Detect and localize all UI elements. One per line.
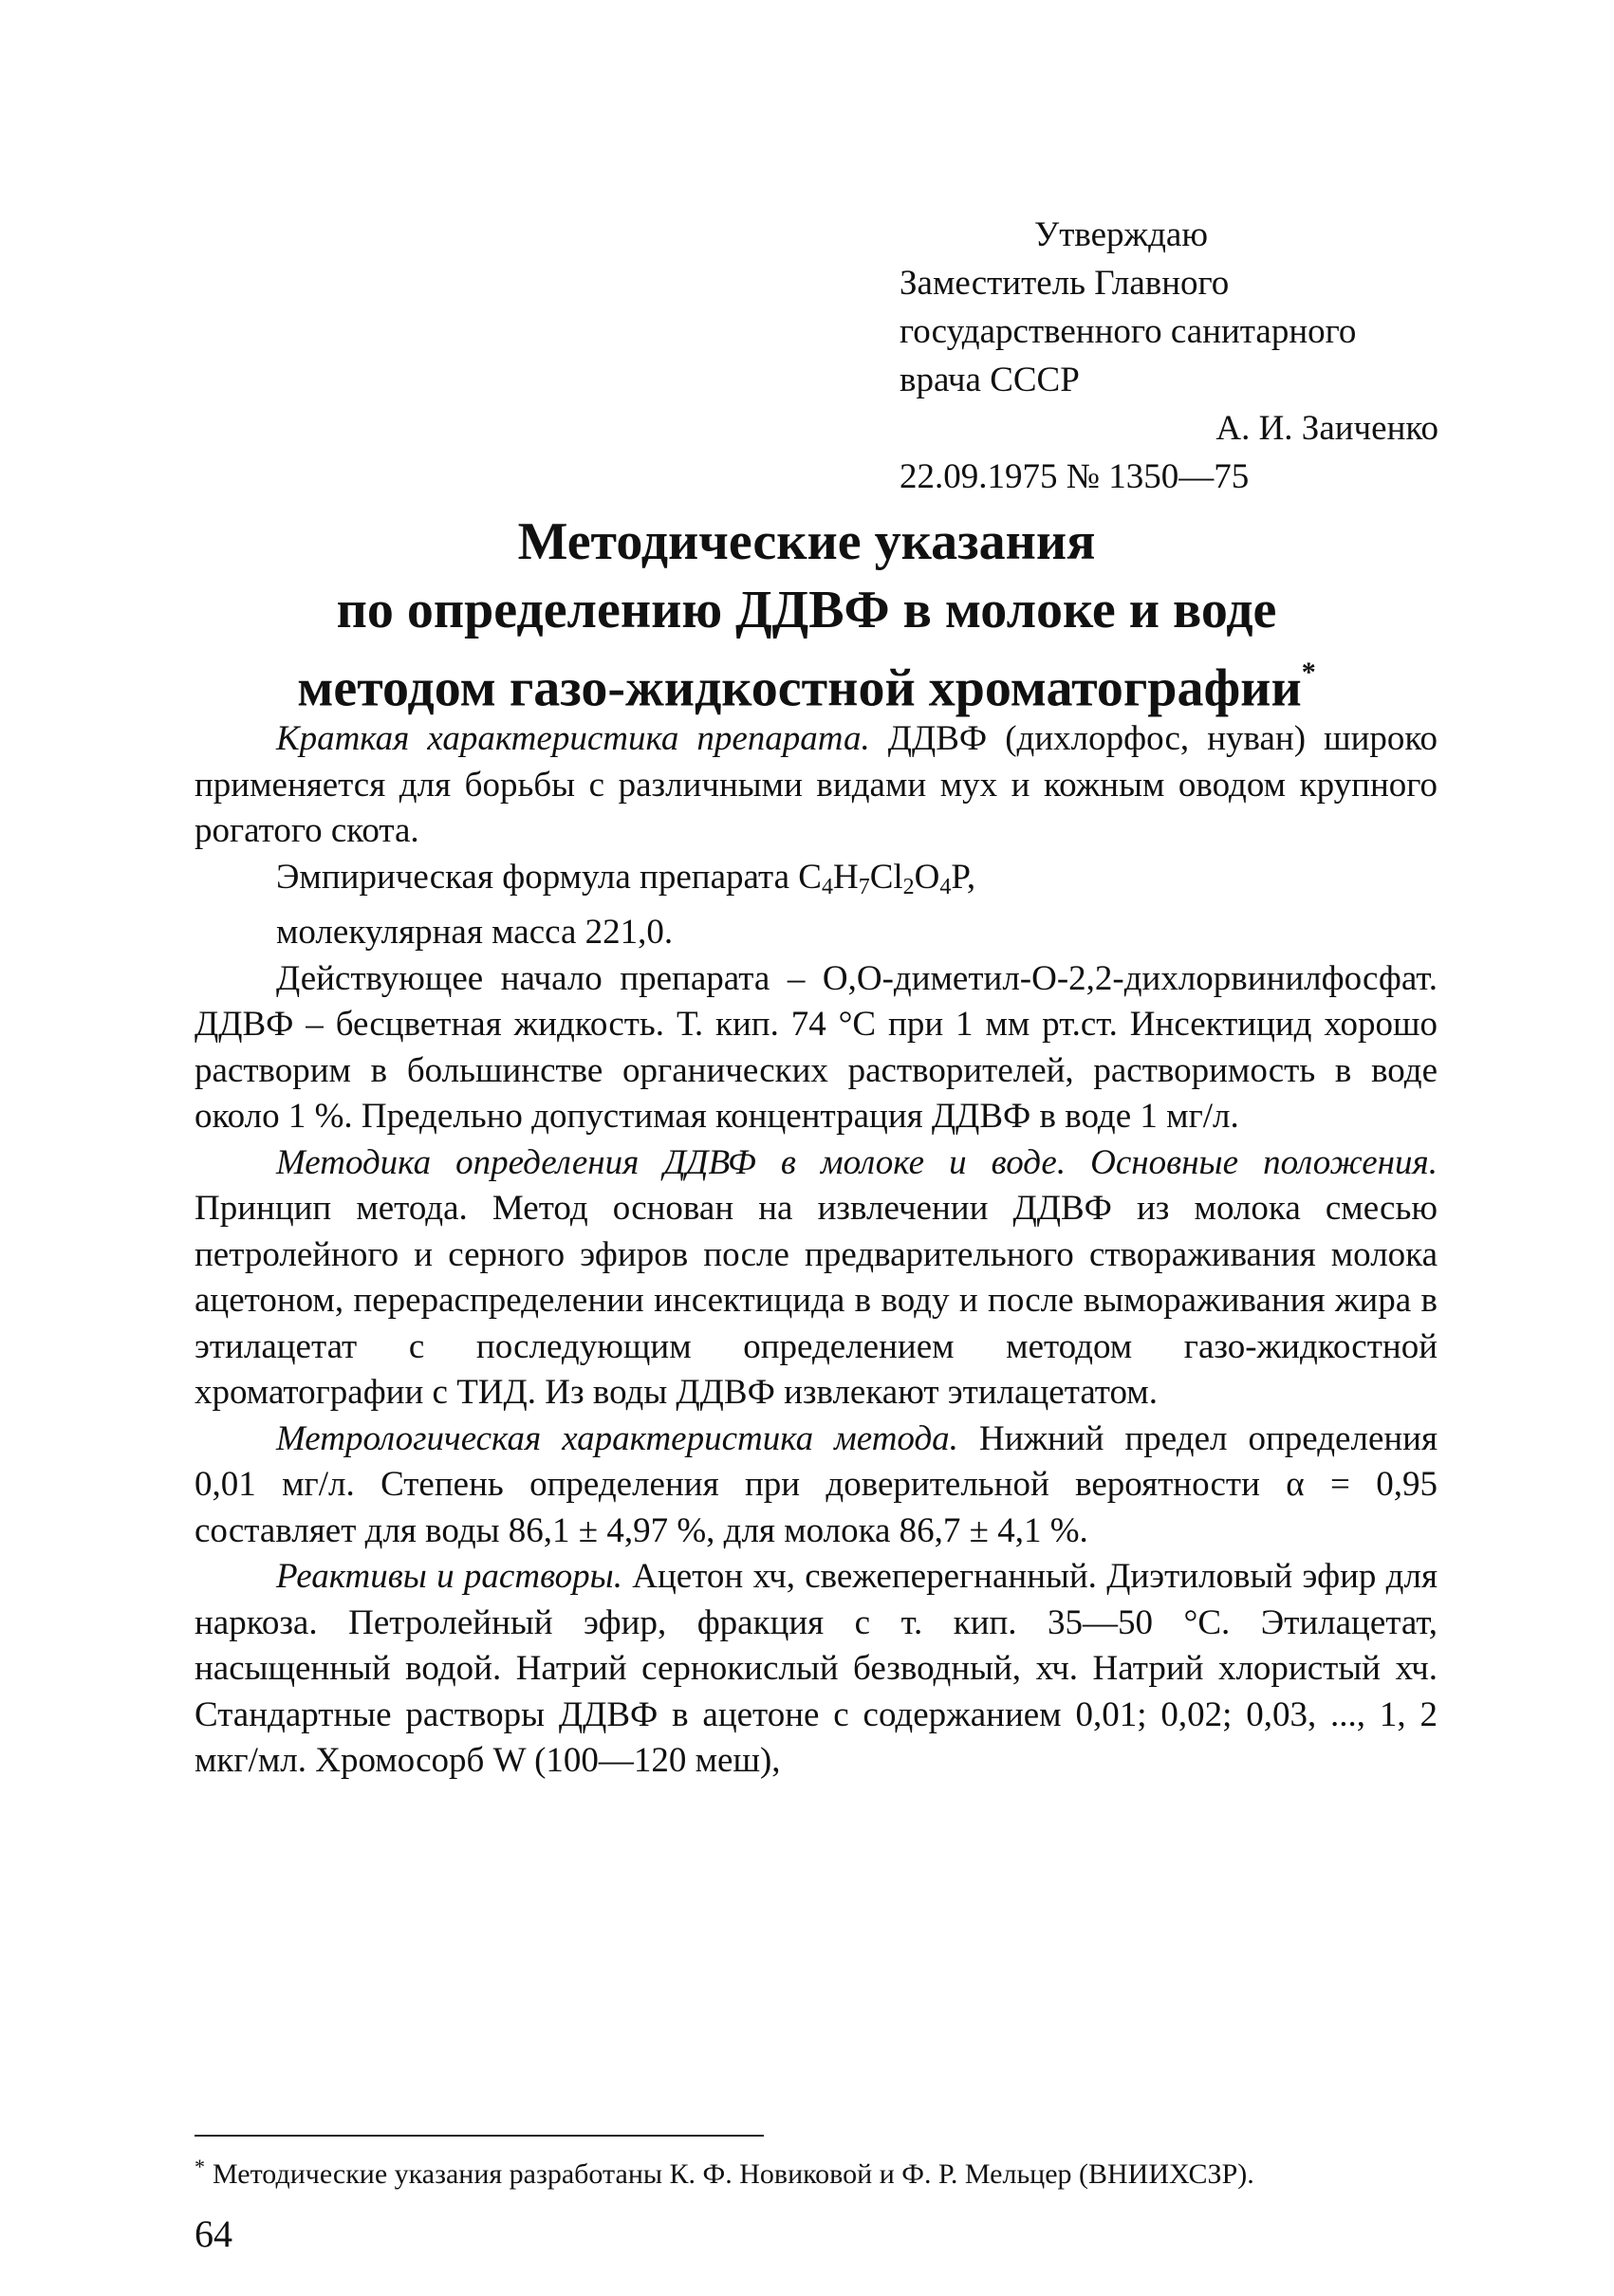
approval-position-line3: врача СССР — [900, 361, 1080, 399]
title-footnote-mark: * — [1301, 657, 1316, 688]
paragraph-text: Нижний предел определения 0,01 мг/л. Степень определения при доверительной вероятности α = 0,95 составляет для воды 86,1 ± 4,97 %, для молока 86,7 ± 4,1 %. — [195, 1418, 1438, 1550]
paragraph-text: Ацетон хч, свежеперегнанный. Диэтиловый эфир для наркоза. Петролейный эфир, фракция с т. кип. 35—50 °С. Этилацетат, насыщенный водой. Натрий сернокислый безводный, хч. Натрий хлористый хч. Стандартные растворы ДДВФ в ацетоне с содержанием 0,01; 0,02; 0,03, ..., 1, 2 мкг/мл. Хромосорб W (100—120 меш), — [195, 1557, 1438, 1780]
paragraph-method — [195, 1140, 1438, 1416]
paragraph-brief-characteristic — [195, 716, 1438, 855]
chemical-formula: $C_4H_7Cl_2O_4P$, — [798, 857, 976, 899]
paragraph-heading: Методика определения ДДВФ в молоке и воде. Основные положения. — [276, 1142, 1438, 1182]
paragraph-text: ДДВФ (дихлорфос, нуван) широко применяется для борьбы с различными видами мух и кожным оводом крупного рогатого скота. — [195, 719, 1438, 850]
page-number: 64 — [195, 2213, 232, 2255]
title-line-1: Методические указания — [517, 512, 1096, 571]
paragraph-heading: Метрологическая характеристика метода. — [276, 1418, 958, 1458]
molar-mass-line: молекулярная масса 221,0. — [276, 913, 674, 952]
footnote-mark: * — [195, 2155, 205, 2178]
document-title — [190, 508, 1423, 723]
paragraph-heading: Реактивы и растворы. — [276, 1557, 622, 1596]
approval-heading: Утверждаю — [1034, 215, 1208, 254]
paragraph-active-substance: Действующее начало препарата – О,О-диметил-О-2,2-дихлорвинилфосфат. ДДВФ – бесцветная жидкость. Т. кип. 74 °С при 1 мм рт.ст. Инсектицид хорошо растворим в большинстве органических растворителей, растворимость в воде около 1 %. Предельно допустимая концентрация ДДВФ в воде 1 мг/л. — [195, 958, 1438, 1136]
document-body — [195, 716, 1438, 1785]
footnote-divider — [195, 2135, 764, 2137]
formula-prefix: Эмпирическая формула препарата — [276, 857, 799, 897]
approval-block — [900, 211, 1438, 501]
title-line-2: по определению ДДВФ в молоке и воде — [336, 581, 1277, 639]
empirical-formula-line — [195, 855, 1438, 911]
title-line-3-text: методом газо-жидкостной хроматографии — [297, 658, 1302, 718]
approval-position-line2: государственного санитарного — [900, 312, 1357, 351]
paragraph-text: Принцип метода. Метод основан на извлечении ДДВФ из молока смесью петролейного и серного эфиров после предварительного створаживания молока ацетоном, перераспределении инсектицида в воду и после вымораживания жира в этилацетат с последующим определением методом газо-жидкостной хроматографии с ТИД. Из воды ДДВФ извлекают этилацетатом. — [195, 1189, 1438, 1412]
approval-signatory: А. И. Заиченко — [1215, 409, 1438, 448]
approval-date-number: 22.09.1975 № 1350—75 — [900, 457, 1250, 496]
footnote-text: Методические указания разработаны К. Ф. Новиковой и Ф. Р. Мельцер (ВНИИХСЗР). — [213, 2158, 1254, 2190]
title-line-3 — [190, 644, 1423, 723]
footnote — [195, 2156, 1438, 2195]
paragraph-metrology — [195, 1416, 1438, 1555]
approval-position-line1: Заместитель Главного — [900, 264, 1230, 303]
paragraph-heading: Краткая характеристика препарата. — [276, 719, 870, 758]
paragraph-reagents — [195, 1554, 1438, 1785]
